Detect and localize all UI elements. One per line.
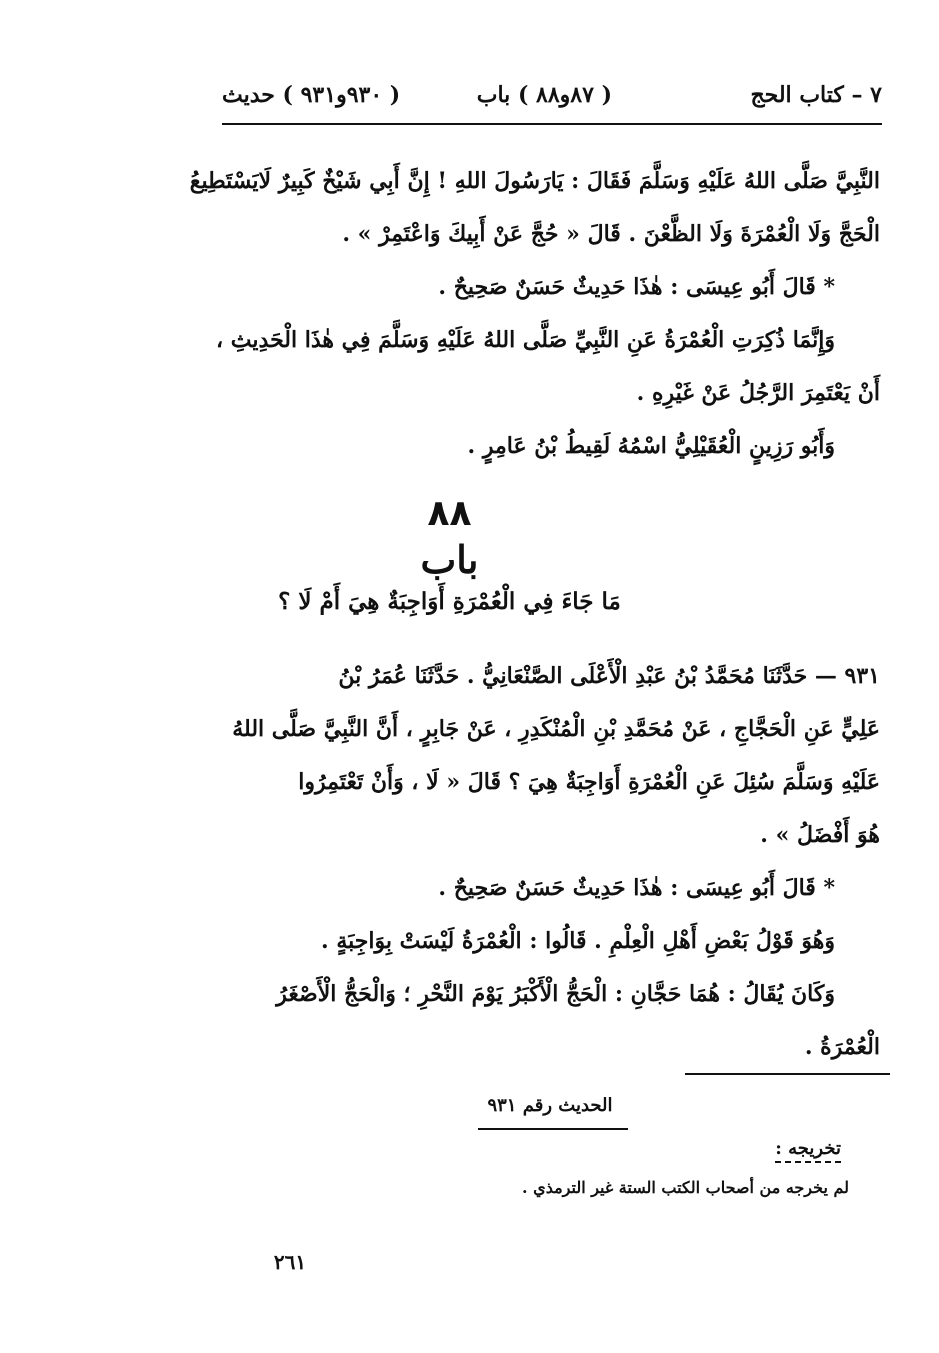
chapter-number: ٨٨	[427, 493, 472, 534]
text-line: وَأَبُو رَزِينٍ الْعُقَيْلِيُّ اسْمُهُ لَقِيطُ بْنُ عَامِرٍ .	[467, 433, 835, 459]
hadith-931-commentary	[215, 862, 880, 1074]
chapter-label: باب	[420, 537, 479, 582]
header-book-title: ٧ – كتاب الحج	[750, 82, 882, 108]
footnote-title-underline	[478, 1128, 628, 1130]
header-chapters: ( ٨٧و٨٨ ) باب	[476, 82, 612, 108]
footnote-divider	[685, 1073, 890, 1075]
chapter-title: مَا جَاءَ فِي الْعُمْرَةِ أَوَاجِبَةٌ هِيَ أَمْ لَا ؟	[278, 588, 621, 615]
text-line: * قَالَ أَبُو عِيسَى : هٰذَا حَدِيثٌ حَسَنٌ صَحِيحٌ .	[438, 274, 835, 300]
header-divider	[222, 123, 882, 125]
text-line: النَّبِيَّ صَلَّى اللهُ عَلَيْهِ وَسَلَّمَ فَقَالَ : يَارَسُولَ اللهِ ! إِنَّ أَبِي شَيْخٌ كَبِيرٌ لَايَسْتَطِيعُ	[189, 168, 880, 194]
previous-hadith-ending	[189, 155, 880, 473]
footnote-label: تخريجه :	[775, 1138, 841, 1163]
page-number: ٢٦١	[273, 1250, 307, 1274]
text-line: عَلِيٍّ عَنِ الْحَجَّاجِ ، عَنْ مُحَمَّدِ بْنِ الْمُنْكَدِرِ ، عَنْ جَابِرٍ ، أَنَّ النَّبِيَّ صَلَّى اللهُ	[232, 716, 880, 742]
running-header	[222, 82, 882, 118]
footnote-text: لم يخرجه من أصحاب الكتب الستة غير الترمذي .	[522, 1178, 849, 1197]
text-line: وَهُوَ قَوْلُ بَعْضِ أَهْلِ الْعِلْمِ . قَالُوا : الْعُمْرَةُ لَيْسَتْ بِوَاجِبَةٍ .	[321, 928, 835, 954]
text-line: ٩٣١ — حَدَّثَنَا مُحَمَّدُ بْنُ عَبْدِ الْأَعْلَى الصَّنْعَانِيُّ . حَدَّثَنَا عُمَرُ بْنُ	[338, 663, 880, 689]
hadith-931	[215, 650, 880, 862]
text-line: الْعُمْرَةُ .	[804, 1034, 880, 1060]
text-line: هُوَ أَفْضَلُ » .	[760, 822, 880, 848]
header-hadith-numbers: ( ٩٣٠و٩٣١ ) حديث	[222, 82, 401, 108]
text-line: * قَالَ أَبُو عِيسَى : هٰذَا حَدِيثٌ حَسَنٌ صَحِيحٌ .	[438, 875, 835, 901]
text-line: أَنْ يَعْتَمِرَ الرَّجُلُ عَنْ غَيْرِهِ .	[636, 380, 880, 406]
text-line: وَكَانَ يُقَالُ : هُمَا حَجَّانِ : الْحَجُّ الْأَكْبَرُ يَوْمَ النَّحْرِ ؛ وَالْحَجُّ الْأَصْغَرُ	[276, 981, 835, 1007]
text-line: عَلَيْهِ وَسَلَّمَ سُئِلَ عَنِ الْعُمْرَةِ أَوَاجِبَةٌ هِيَ ؟ قَالَ « لَا ، وَأَنْ تَعْتَمِرُوا	[298, 769, 880, 795]
text-line: وَإِنَّمَا ذُكِرَتِ الْعُمْرَةُ عَنِ النَّبِيِّ صَلَّى اللهُ عَلَيْهِ وَسَلَّمَ فِي هٰذَا الْحَدِيثِ ،	[216, 327, 835, 353]
footnote-title: الحديث رقم ٩٣١	[487, 1095, 613, 1116]
text-line: الْحَجَّ وَلَا الْعُمْرَةَ وَلَا الظَّعْنَ . قَالَ « حُجَّ عَنْ أَبِيكَ وَاعْتَمِرْ » .	[342, 221, 880, 247]
